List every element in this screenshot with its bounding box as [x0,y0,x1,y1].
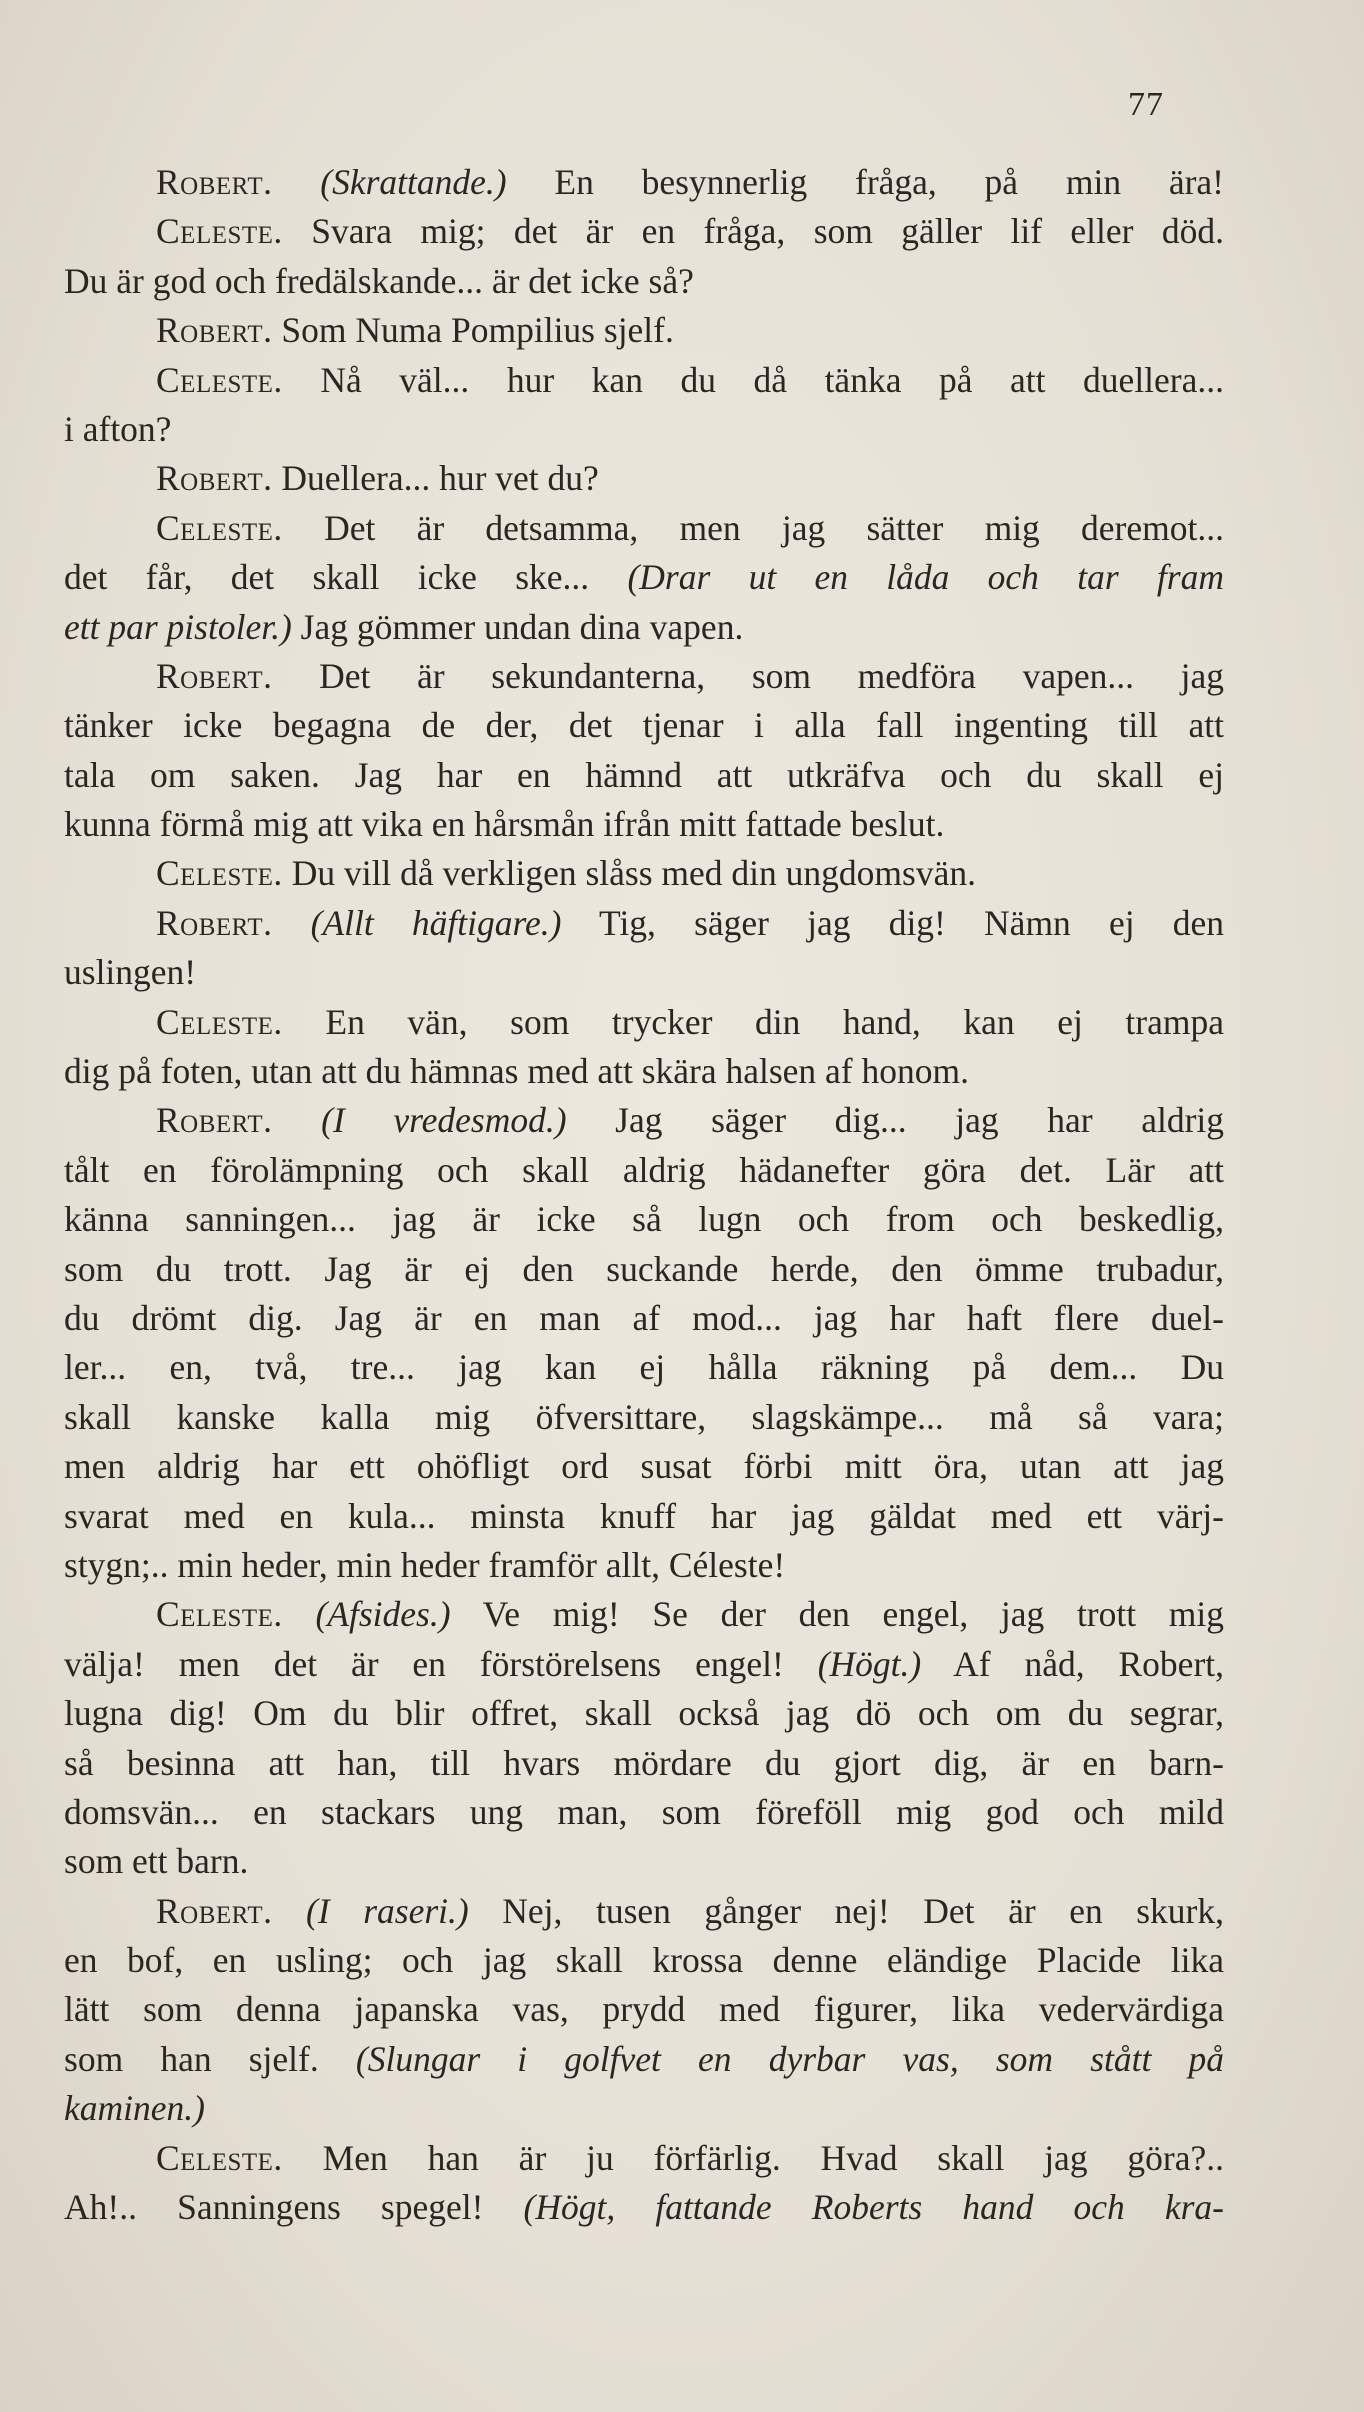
text-line [64,306,1224,355]
dialogue-text: som han sjelf. [64,2038,356,2079]
dialogue-text: Det är sekundanterna, som medföra vapen... jag [272,655,1224,696]
dialogue-text: tålt en förolämpning och skall aldrig hädanefter göra det. Lär att [64,1149,1224,1190]
text-line [64,1837,1224,1886]
speaker-name: Robert. [156,655,273,696]
text-line [64,899,1224,948]
speaker-name: Celeste. [156,2137,283,2178]
text-line [64,2134,1224,2183]
dialogue-text: känna sanningen... jag är icke så lugn och from och beskedlig, [64,1199,1224,1240]
stage-direction: ett par pistoler.) [64,606,292,647]
dialogue-text: En vän, som trycker din hand, kan ej trampa [282,1001,1224,1042]
dialogue-text: så besinna att han, till hvars mördare du gjort dig, är en barn- [64,1742,1224,1783]
dialogue-text: Svara mig; det är en fråga, som gäller lif eller död. [282,211,1224,252]
text-line [64,2084,1224,2133]
page-number: 77 [1128,86,1164,123]
dialogue-text: Ah!.. Sanningens spegel! [64,2187,524,2228]
stage-direction: (Afsides.) [315,1594,451,1635]
text-line [64,1788,1224,1837]
stage-direction: (Högt, fattande Roberts hand och kra- [523,2187,1224,2228]
stage-direction: (I raseri.) [306,1890,469,1931]
text-line [64,1245,1224,1294]
text-line [64,207,1224,256]
dialogue-text: lätt som denna japanska vas, prydd med figurer, lika vedervärdiga [64,1989,1224,2030]
speaker-name: Robert. [156,458,273,499]
text-line [64,998,1224,1047]
text-line [64,751,1224,800]
text-line [64,1294,1224,1343]
dialogue-text: Jag säger dig... jag har aldrig [566,1100,1224,1141]
dialogue-text: domsvän... en stackars ung man, som föreföll mig god och mild [64,1791,1224,1832]
dialogue-text: Duellera... hur vet du? [272,458,599,499]
dialogue-text [283,1594,316,1634]
dialogue-text: dig på foten, utan att du hämnas med att skära halsen af honom. [64,1051,969,1092]
dialogue-text [273,1891,307,1931]
dialogue-text: lugna dig! Om du blir offret, skall också jag dö och om du segrar, [64,1693,1224,1734]
text-line [64,652,1224,701]
dialogue-text: men aldrig har ett ohöfligt ord susat förbi mitt öra, utan att jag [64,1446,1224,1487]
dialogue-text: Tig, säger jag dig! Nämn ej den [561,902,1224,943]
speaker-name: Celeste. [156,359,283,400]
text-line [64,1146,1224,1195]
text-line [64,1047,1224,1096]
text-line [64,504,1224,553]
stage-direction: (Slungar i golfvet en dyrbar vas, som stått på [355,2038,1224,2079]
dialogue-text: en bof, en usling; och jag skall krossa denne eländige Placide lika [64,1940,1224,1981]
stage-direction: (Drar ut en låda och tar fram [627,557,1224,598]
speaker-name: Robert. [156,310,273,351]
text-line [64,1492,1224,1541]
text-line [64,1590,1224,1639]
stage-direction: (Allt häftigare.) [310,902,562,943]
play-text [64,158,1224,2232]
text-line [64,1887,1224,1936]
dialogue-text: Du är god och fredälskande... är det icke så? [64,260,694,301]
text-line [64,701,1224,750]
speaker-name: Robert. [156,1100,273,1141]
speaker-name: Celeste. [156,1594,283,1635]
text-line [64,2035,1224,2084]
stage-direction: kaminen.) [64,2088,205,2129]
dialogue-text: skall kanske kalla mig öfversittare, slagskämpe... må så vara; [64,1396,1224,1437]
dialogue-text [273,903,311,943]
dialogue-text: stygn;.. min heder, min heder framför allt, Céleste! [64,1544,786,1585]
text-line [64,158,1224,207]
text-line [64,1343,1224,1392]
text-line [64,1739,1224,1788]
dialogue-text: ler... en, två, tre... jag kan ej hålla räkning på dem... Du [64,1347,1224,1388]
dialogue-text: En besynnerlig fråga, på min ära! [506,162,1224,202]
speaker-name: Robert. [156,902,273,943]
dialogue-text: tänker icke begagna de der, det tjenar i alla fall ingenting till att [64,705,1224,746]
dialogue-text: som ett barn. [64,1841,249,1882]
text-line [64,1442,1224,1491]
dialogue-text [273,162,321,202]
dialogue-text: Af nåd, Robert, [921,1643,1224,1684]
dialogue-text: svarat med en kula... minsta knuff har jag gäldat med ett värj- [64,1495,1224,1536]
text-line [64,356,1224,405]
speaker-name: Celeste. [156,211,283,252]
speaker-name: Robert. [156,1890,273,1931]
dialogue-text: Jag gömmer undan dina vapen. [291,606,744,647]
dialogue-text: uslingen! [64,952,197,993]
text-line [64,257,1224,306]
stage-direction: (Skrattande.) [320,162,507,202]
text-line [64,948,1224,997]
dialogue-text: tala om saken. Jag har en hämnd att utkräfva och du skall ej [64,754,1224,795]
text-line [64,1985,1224,2034]
text-line [64,454,1224,503]
dialogue-text: Nej, tusen gånger nej! Det är en skurk, [468,1890,1224,1931]
text-line [64,1936,1224,1985]
dialogue-text: det får, det skall icke ske... [64,557,628,598]
text-line [64,800,1224,849]
text-line [64,1096,1224,1145]
dialogue-text: välja! men det är en förstörelsens engel! [64,1643,818,1684]
dialogue-text: Det är detsamma, men jag sätter mig deremot... [282,507,1224,548]
dialogue-text: kunna förmå mig att vika en hårsmån ifrån mitt fattade beslut. [64,804,945,845]
text-line [64,553,1224,602]
dialogue-text: Som Numa Pompilius sjelf. [272,310,674,351]
dialogue-text [273,1100,322,1140]
dialogue-text: i afton? [64,408,172,449]
speaker-name: Celeste. [156,1001,283,1042]
dialogue-text: du drömt dig. Jag är en man af mod... jag har haft flere duel- [64,1297,1224,1338]
text-line [64,1541,1224,1590]
text-line [64,1640,1224,1689]
speaker-name: Robert. [156,162,273,202]
text-line [64,405,1224,454]
text-line [64,2183,1224,2232]
dialogue-text: som du trott. Jag är ej den suckande herde, den ömme trubadur, [64,1248,1224,1289]
stage-direction: (I vredesmod.) [321,1100,567,1141]
dialogue-text: Nå väl... hur kan du då tänka på att duellera... [282,359,1224,400]
dialogue-text: Ve mig! Se der den engel, jag trott mig [450,1594,1224,1635]
text-line [64,603,1224,652]
dialogue-text: Men han är ju förfärlig. Hvad skall jag göra?.. [282,2137,1224,2178]
speaker-name: Celeste. [156,507,283,548]
text-line [64,1689,1224,1738]
stage-direction: (Högt.) [817,1643,922,1684]
speaker-name: Celeste. [156,853,283,894]
text-line [64,1393,1224,1442]
text-line [64,1195,1224,1244]
text-line [64,849,1224,898]
dialogue-text: Du vill då verkligen slåss med din ungdomsvän. [282,853,976,894]
